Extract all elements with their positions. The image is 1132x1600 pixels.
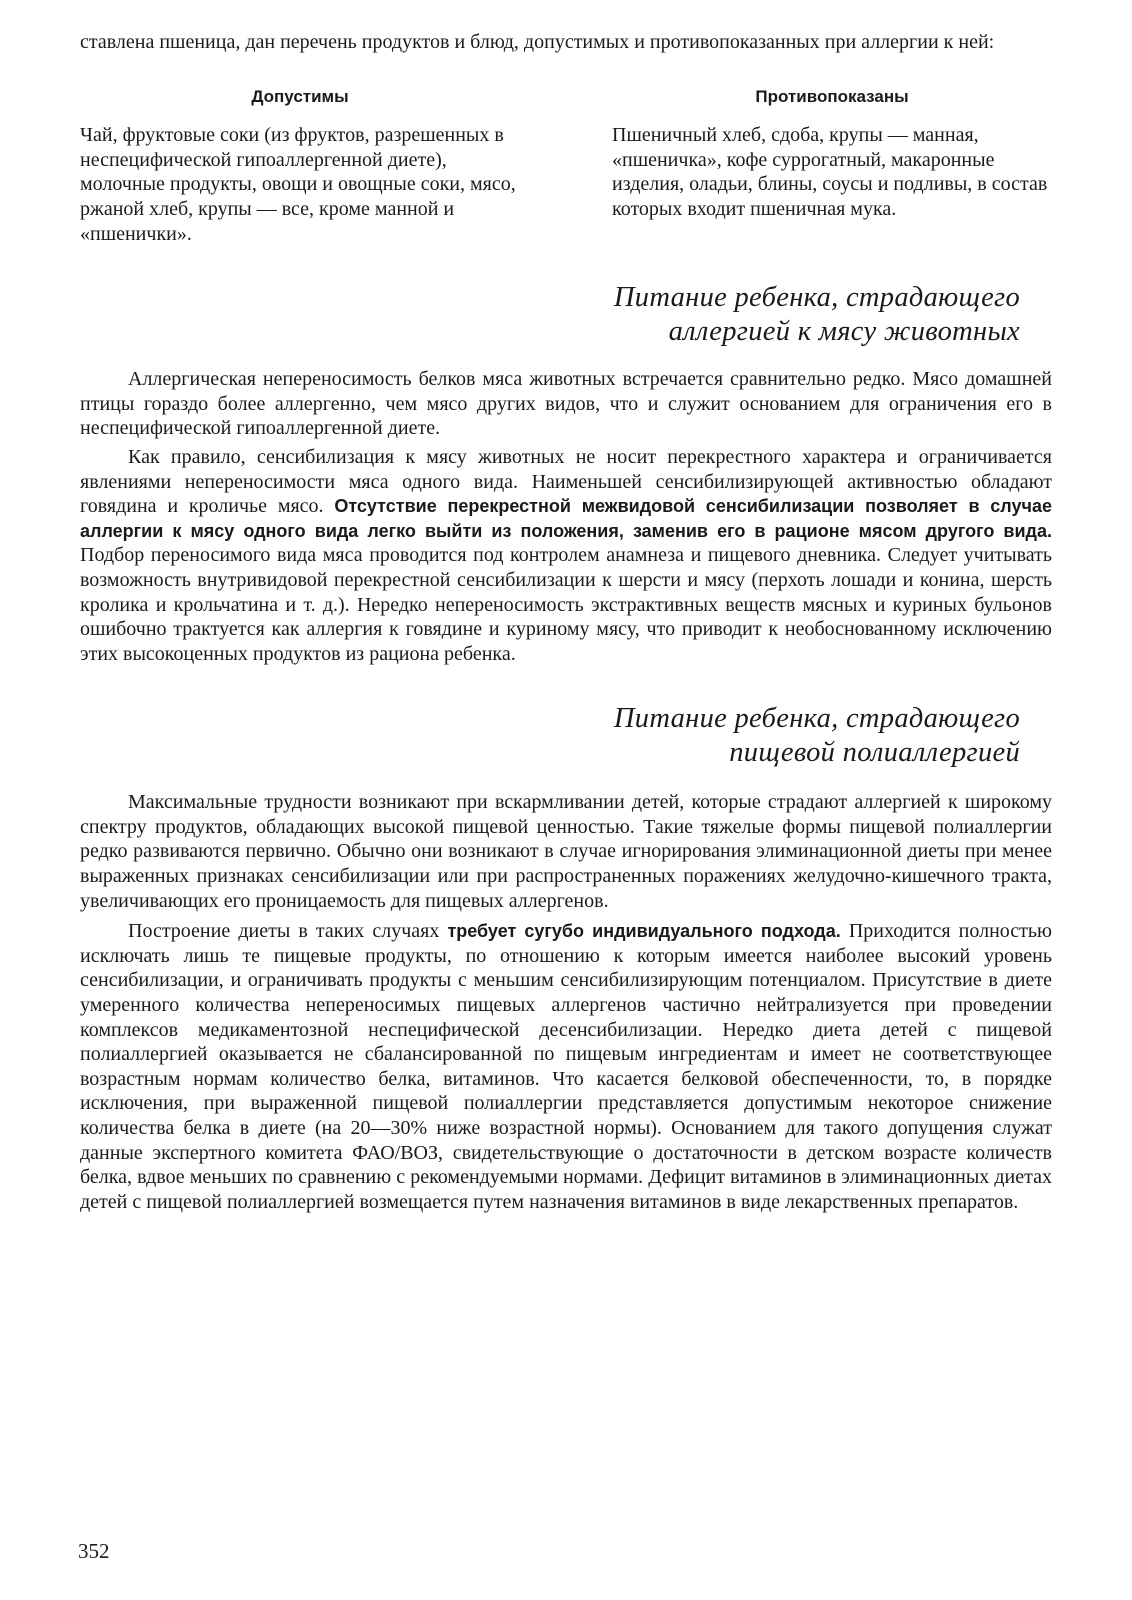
polyallergy-paragraph-1: Максимальные трудности возникают при вскармливании детей, которые страдают аллергией к широкому спектру продуктов, обладающих высокой пищевой ценностью. Такие тяжелые формы пищевой полиаллергии редко развиваются первично. Обычно они возникают в случае игнорирования элиминационной диеты при менее выраженных признаках сенсибилизации или при распространенных поражениях желудочно-кишечного тракта, увеличивающих его проницаемость для пищевых аллергенов. xyxy=(80,791,1052,912)
page-number: 352 xyxy=(78,1539,110,1563)
section-title-line: аллергией к мясу животных xyxy=(668,316,1020,348)
contraindicated-column xyxy=(612,85,1052,247)
page-content xyxy=(80,30,1052,1214)
paragraph-emphasis: Отсутствие перекрестной межвидовой сенсибилизации позволяет в случае аллергии к мясу одного вида легко выйти из положения, заменив его в рационе мясом другого вида. xyxy=(80,496,1052,541)
paragraph-text: Подбор переносимого вида мяса проводится под контролем анамнеза и пищевого дневника. Следует учитывать возможность внутривидовой перекрестной сенсибилизации к шерсти и мясу (перхоть лошади и конина, шерсть кролика и крольчатина и т. д.). Нередко непереносимость экстрактивных веществ мясных и куриных бульонов ошибочно трактуется как аллергия к говядине и куриному мясу, что приводит к необоснованному исключению этих высокоценных продуктов из рациона ребенка. xyxy=(80,544,1052,665)
section-title-line: пищевой полиаллергией xyxy=(729,737,1020,769)
contraindicated-heading: Противопоказаны xyxy=(755,86,909,106)
intro-text: ставлена пшеница, дан перечень продуктов и блюд, допустимых и противопоказанных при аллергии к ней: xyxy=(80,31,995,53)
meat-allergy-paragraph-1: Аллергическая непереносимость белков мяса животных встречается сравнительно редко. Мясо домашней птицы гораздо более аллергенно, чем мясо других видов, что и служит основанием для ограничения его в неспецифической гипоаллергенной диете. xyxy=(80,368,1052,440)
allowed-text: Чай, фруктовые соки (из фруктов, разрешенных в неспецифической гипоаллергенной диете), молочные продукты, овощи и овощные соки, мясо, ржаной хлеб, крупы — все, кроме манной и «пшенички». xyxy=(80,124,516,245)
paragraph-emphasis: требует сугубо индивидуального подхода. xyxy=(447,921,841,942)
allowed-heading: Допустимы xyxy=(251,86,349,106)
paragraph-text: Приходится полностью исключать лишь те пищевые продукты, по отношению к которым имеется наиболее высокий уровень сенсибилизации, и ограничивать продукты с меньшим сенсибилизирующим потенциалом. Присутствие в диете умеренного количества непереносимых пищевых аллергенов частично нейтрализуется при проведении комплексов медикаментозной неспецифической десенсибилизации. Нередко диета детей с пищевой полиаллергией оказывается не сбалансированной по пищевым ингредиентам и имеет не соответствующее возрастным нормам количество белка, витаминов. Что касается белковой обеспеченности, то, в порядке исключения, при выраженной пищевой полиаллергии представляется допустимым некоторое снижение количества белка в диете (на 20—30% ниже возрастной нормы). Основанием для такого допущения служат данные экспертного комитета ФАО/ВОЗ, свидетельствующие о достаточности в детском возрасте количеств белка, вдвое меньших по сравнению с рекомендуемыми нормами. Дефицит витаминов в элиминационных диетах детей с пищевой полиаллергией возмещается путем назначения витаминов в виде лекарственных препаратов. xyxy=(80,920,1052,1213)
paragraph-text: Построение диеты в таких случаях xyxy=(128,920,448,943)
section-title-polyallergy xyxy=(80,702,1052,770)
section-title-meat-allergy xyxy=(80,281,1052,349)
section-title-line: Питание ребенка, страдающего xyxy=(613,282,1020,314)
food-lists xyxy=(80,85,1052,247)
paragraph-text: Как правило, сенсибилизация к мясу животных не носит перекрестного характера и ограничивается явлениями непереносимости мяса одного вида. Наименьшей сенсибилизирующей активностью обладают говядина и кроличье мясо. xyxy=(80,445,1052,518)
polyallergy-paragraph-2 xyxy=(80,919,1052,1214)
section-title-line: Питание ребенка, страдающего xyxy=(613,703,1020,735)
allowed-column xyxy=(80,85,520,247)
meat-allergy-paragraph-2 xyxy=(80,445,1052,666)
contraindicated-text: Пшеничный хлеб, сдоба, крупы — манная, «пшеничка», кофе суррогатный, макаронные изделия, оладьи, блины, соусы и подливы, в состав которых входит пшеничная мука. xyxy=(612,124,1048,220)
